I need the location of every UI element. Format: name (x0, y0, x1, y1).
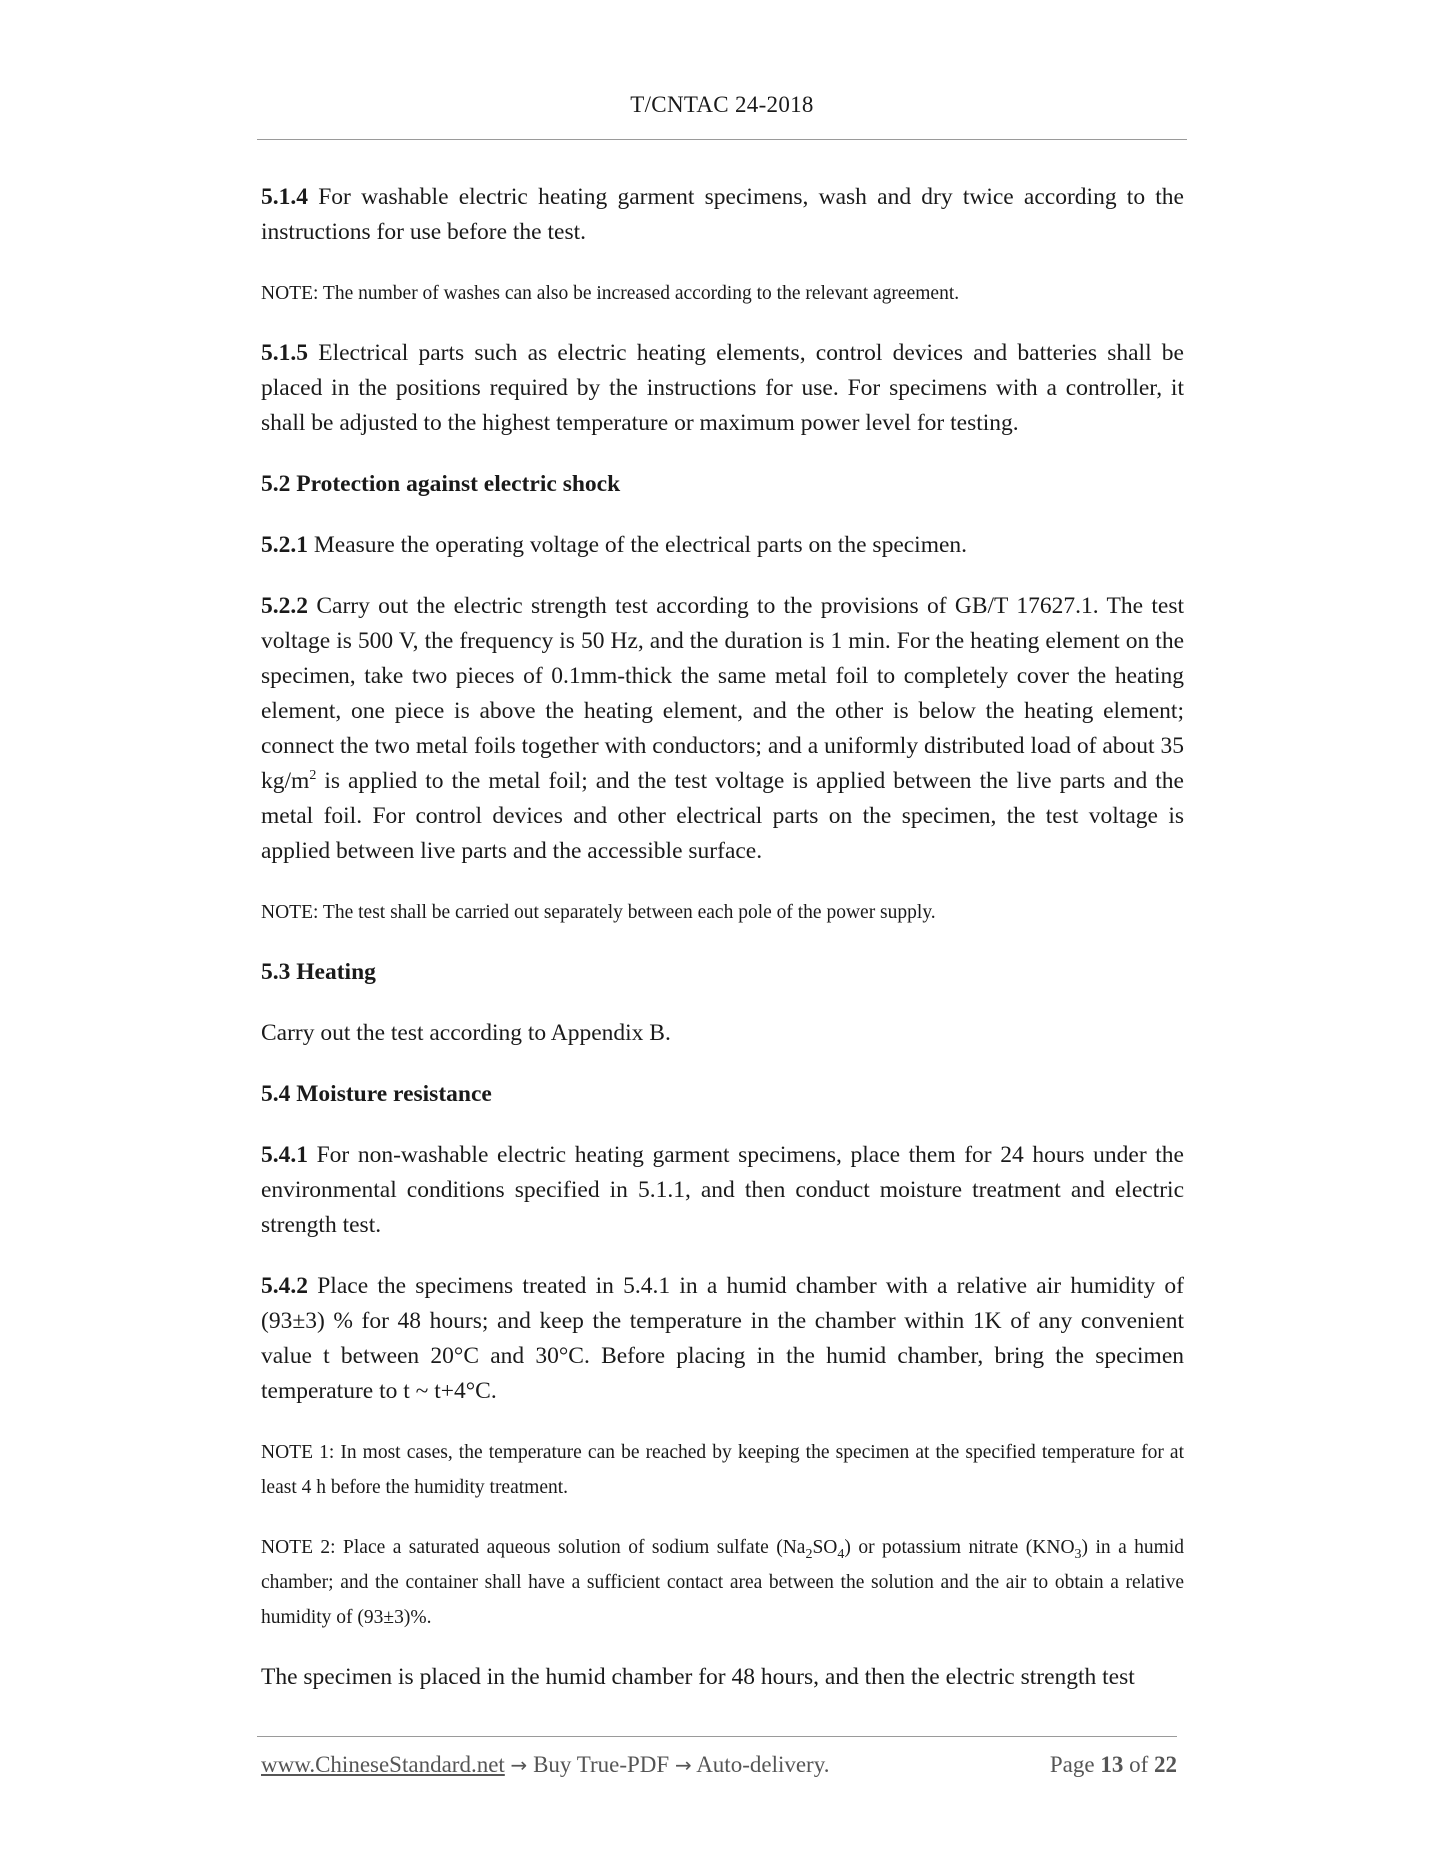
clause-5-4-1 (261, 1138, 1184, 1243)
footer-divider (257, 1736, 1177, 1737)
clause-text-part-b: is applied to the metal foil; and the test voltage is applied between the live parts and the metal foil. For control devices and other electrical parts on the specimen, the test voltage is applied between live parts and the accessible surface. (261, 768, 1184, 864)
note-washes: NOTE: The number of washes can also be increased according to the relevant agreement. (261, 283, 960, 304)
section-heading-5-3: 5.3 Heating (261, 959, 376, 985)
clause-5-4-2 (261, 1269, 1184, 1409)
page-indicator (1050, 1752, 1177, 1778)
note-text: ) in a humid chamber; and the container shall have a sufficient contact area between the solution and the air to obtain a relative humidity of (93±3)%. (261, 1537, 1185, 1628)
page-total: 22 (1154, 1752, 1177, 1777)
note-text: ) or potassium nitrate (KNO (844, 1537, 1075, 1558)
clause-text: Measure the operating voltage of the electrical parts on the specimen. (308, 532, 968, 558)
page-label: Page (1049, 1752, 1095, 1777)
clause-number: 5.4.1 (261, 1142, 308, 1168)
note-power-supply: NOTE: The test shall be carried out separately between each pole of the power supply. (261, 902, 936, 923)
clause-text: For washable electric heating garment specimens, wash and dry twice according to the instructions for use before the test. (261, 184, 1184, 245)
clause-number: 5.1.4 (261, 184, 308, 210)
clause-text: Electrical parts such as electric heating elements, control devices and batteries shall be placed in the positions required by the instructions for use. For specimens with a controller, it shall be adjusted to the highest temperature or maximum power level for testing. (261, 340, 1184, 436)
arrow-right-icon: → (674, 1753, 692, 1777)
subscript: 3 (1074, 1546, 1082, 1562)
website-link[interactable]: www.ChineseStandard.net (261, 1752, 505, 1777)
clause-text: For non-washable electric heating garment specimens, place them for 24 hours under the environmental conditions specified in 5.1.1, and then conduct moisture treatment and electric strength test. (261, 1142, 1184, 1238)
clause-5-2-2 (261, 589, 1184, 869)
footer-promo (261, 1752, 829, 1778)
note-text: SO (812, 1537, 838, 1558)
header-divider (257, 139, 1187, 140)
page-footer (261, 1752, 1177, 1788)
subscript: 2 (805, 1546, 813, 1562)
clause-number: 5.2.1 (261, 532, 308, 558)
section-heading-5-2: 5.2 Protection against electric shock (261, 471, 621, 497)
note-2-solution (261, 1530, 1184, 1635)
clause-5-2-1 (261, 528, 1184, 563)
subscript: 4 (837, 1546, 845, 1562)
page-header-title: T/CNTAC 24-2018 (630, 92, 814, 117)
clause-5-1-5 (261, 336, 1184, 441)
clause-number: 5.2.2 (261, 593, 308, 619)
clause-number: 5.1.5 (261, 340, 308, 366)
arrow-right-icon: → (510, 1753, 528, 1777)
paragraph-last: The specimen is placed in the humid chamber for 48 hours, and then the electric strength test (261, 1664, 1135, 1690)
of-label: of (1129, 1752, 1149, 1777)
clause-5-1-4 (261, 180, 1184, 250)
section-heading-5-4: 5.4 Moisture resistance (261, 1081, 492, 1107)
note-1-temperature: NOTE 1: In most cases, the temperature can be reached by keeping the specimen at the specified temperature for at least 4 h before the humidity treatment. (261, 1442, 1184, 1498)
delivery-text: Auto-delivery. (691, 1752, 830, 1777)
clause-text: Place the specimens treated in 5.4.1 in a humid chamber with a relative air humidity of (93±3) % for 48 hours; and keep the temperature in the chamber within 1K of any convenient value t between 20°C and 30°C. Before placing in the humid chamber, bring the specimen temperature to t ~ t+4°C. (261, 1273, 1184, 1404)
paragraph-heating: Carry out the test according to Appendix B. (261, 1020, 671, 1046)
document-body (261, 180, 1184, 1721)
note-text: NOTE 2: Place a saturated aqueous solution of sodium sulfate (Na (261, 1537, 806, 1558)
clause-text-part-a: Carry out the electric strength test according to the provisions of GB/T 17627.1. The test voltage is 500 V, the frequency is 50 Hz, and the duration is 1 min. For the heating element on the specimen, take two pieces of 0.1mm-thick the same metal foil to completely cover the heating element, one piece is above the heating element, and the other is below the heating element; connect the two metal foils together with conductors; and a uniformly distributed load of about 35 kg/m (261, 593, 1184, 794)
superscript: 2 (309, 768, 317, 784)
buy-text: Buy True-PDF (527, 1752, 675, 1777)
clause-number: 5.4.2 (261, 1273, 308, 1299)
page-number: 13 (1100, 1752, 1124, 1777)
